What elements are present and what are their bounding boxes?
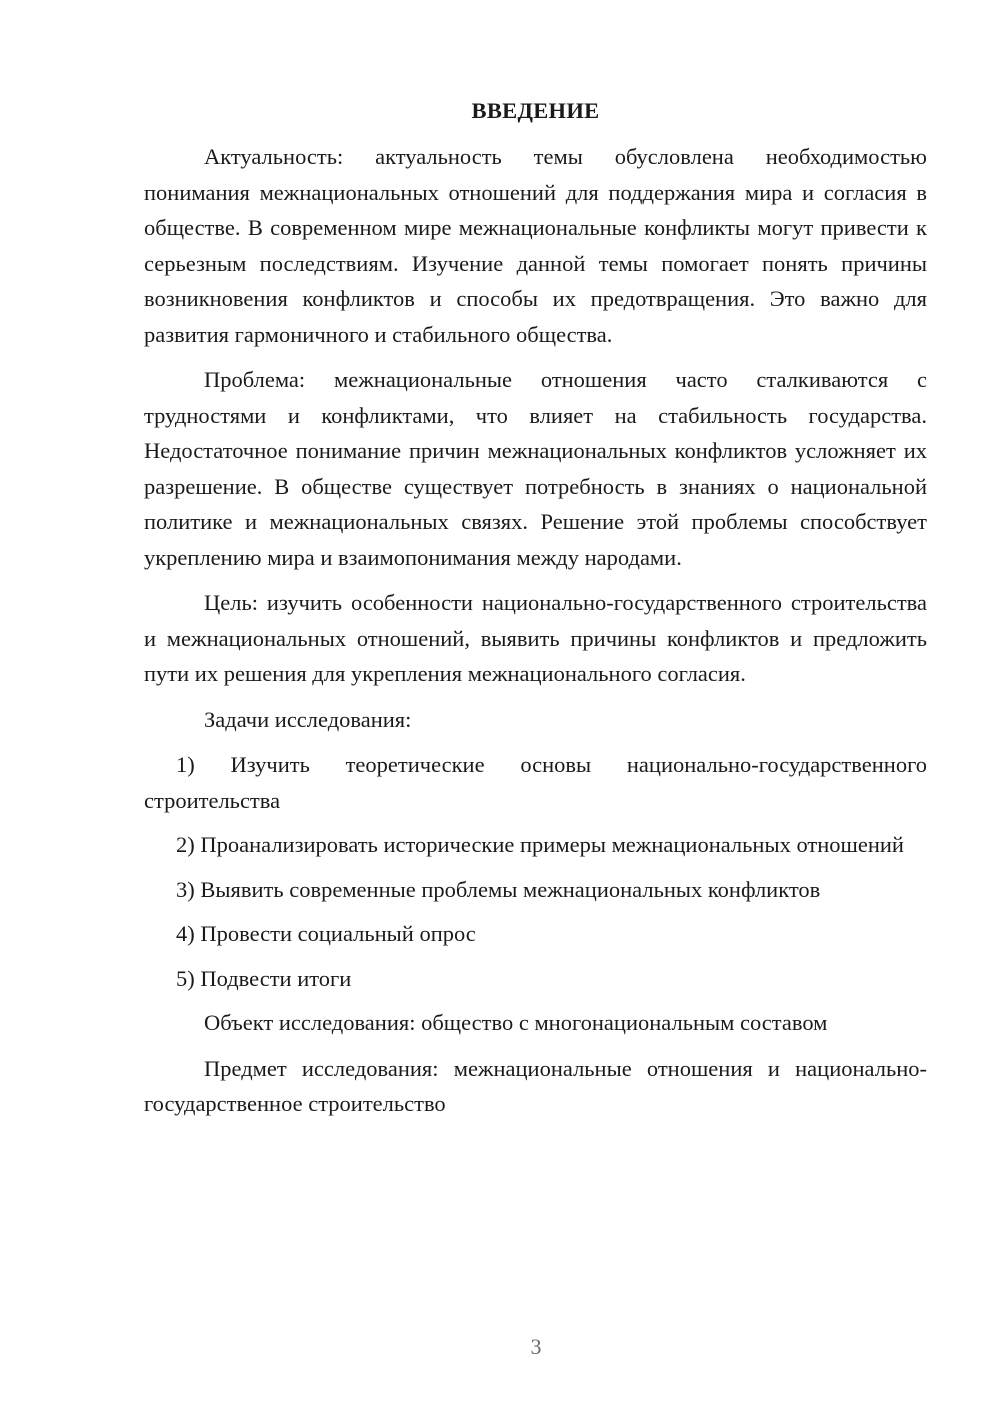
page-number: 3 [530,1334,542,1359]
problem-paragraph: Проблема: межнациональные отношения часто сталкиваются с трудностями и конфликтами, что влияет на стабильность государства. Недостаточное понимание причин межнациональных конфликтов усложняет их разрешение. В обществе существует потребность в знаниях о национальной политике и межнациональных связях. Решение этой проблемы способствует укреплению мира и взаимопонимания между народами. [144,367,927,570]
task-item-1: 1) Изучить теоретические основы национально-государственного строительства [144,752,927,813]
research-object: Объект исследования: общество с многонациональным составом [204,1010,828,1035]
goal-paragraph: Цель: изучить особенности национально-государственного строительства и межнациональных отношений, выявить причины конфликтов и предложить пути их решения для укрепления межнационального согласия. [144,590,927,686]
task-item-3: 3) Выявить современные проблемы межнациональных конфликтов [176,876,821,902]
page-title: ВВЕДЕНИЕ [471,98,600,123]
document-page [144,96,927,1132]
task-item-5: 5) Подвести итоги [176,965,352,991]
research-subject: Предмет исследования: межнациональные отношения и национально-государственное строительство [144,1055,927,1116]
tasks-heading: Задачи исследования: [204,706,412,732]
task-item-2: 2) Проанализировать исторические примеры межнациональных отношений [176,832,904,857]
task-item-4: 4) Провести социальный опрос [176,921,476,946]
relevance-paragraph: Актуальность: актуальность темы обусловлена необходимостью понимания межнациональных отношений для поддержания мира и согласия в обществе. В современном мире межнациональные конфликты могут привести к серьезным последствиям. Изучение данной темы помогает понять причины возникновения конфликтов и способы их предотвращения. Это важно для развития гармоничного и стабильного общества. [144,144,927,347]
